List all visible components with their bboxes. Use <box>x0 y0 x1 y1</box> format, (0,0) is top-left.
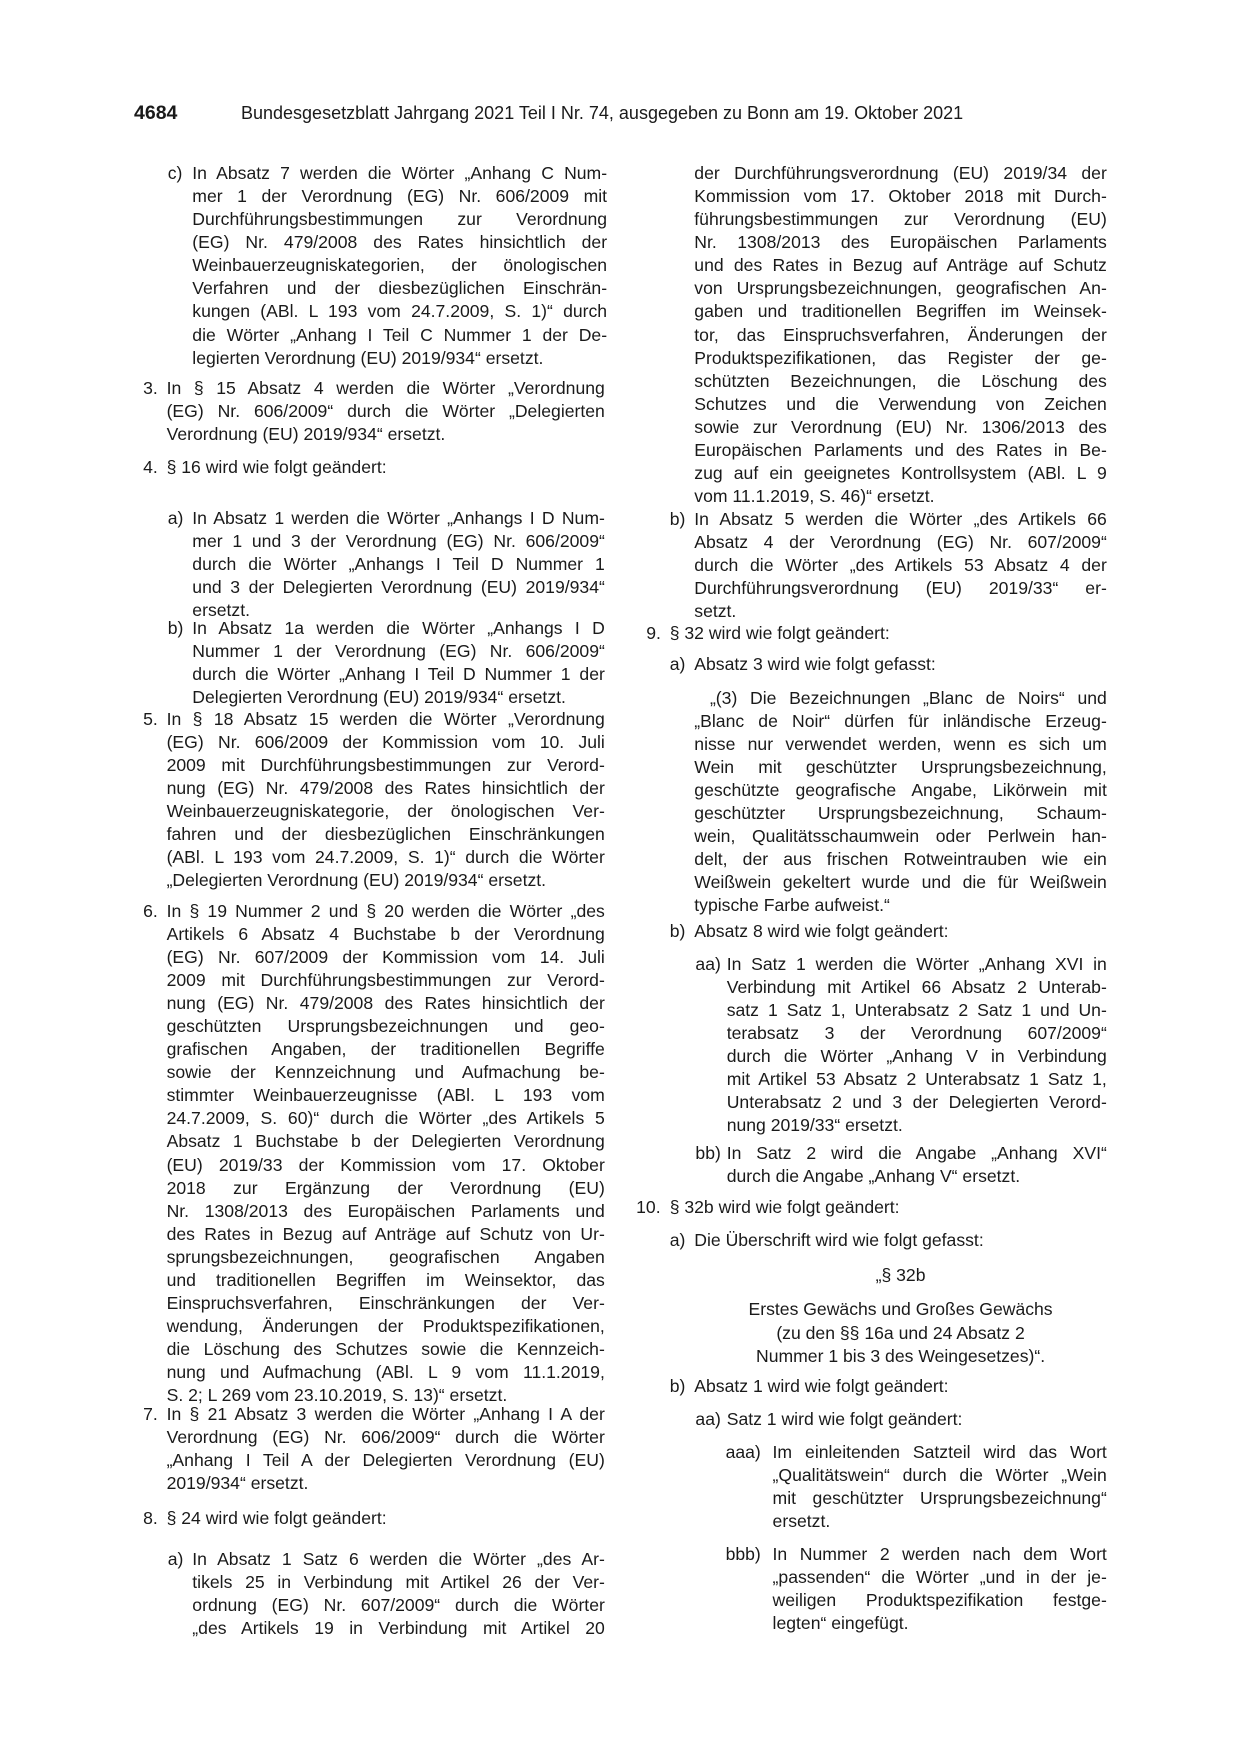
list-marker: 7. <box>143 1404 158 1425</box>
text-line: „Anhang I Teil A der Delegierten Verordnung (EU) <box>166 1450 605 1471</box>
text-line: Absatz 3 wird wie folgt gefasst: <box>694 654 936 675</box>
text-line: grafischen Angaben, der traditionellen Begriffe <box>166 1039 605 1060</box>
text-line: geschützter Ursprungsbezeichnung, Schaum- <box>694 802 1107 823</box>
text-line: mit geschützter Ursprungsbezeichnung“ <box>772 1488 1107 1509</box>
text-line: Verfahren und der diesbezüglichen Einschrän- <box>192 278 608 299</box>
list-marker: aa) <box>695 1408 721 1429</box>
text-line: „§ 32b <box>875 1264 926 1285</box>
text-line: Satz 1 wird wie folgt geändert: <box>726 1408 963 1429</box>
text-line: Verordnung (EG) Nr. 606/2009“ durch die Wörter <box>166 1427 605 1448</box>
text-line: nung (EG) Nr. 479/2008 des Rates hinsichtlich der <box>166 777 605 798</box>
list-marker: b) <box>669 1376 686 1397</box>
text-line: Weißwein gekeltert wurde und die für Weißwein <box>694 871 1107 892</box>
text-line: In § 19 Nummer 2 und § 20 werden die Wörter „des <box>166 901 605 922</box>
text-line: tor, das Einspruchsverfahren, Änderungen der <box>694 324 1107 345</box>
text-line: und traditionellen Begriffen im Weinsektor, das <box>166 1269 605 1290</box>
text-line: Schutzes und die Verwendung von Zeichen <box>694 393 1107 414</box>
text-line: gaben und traditionellen Begriffen im Weinsek- <box>694 301 1107 322</box>
text-line: § 24 wird wie folgt geändert: <box>166 1508 387 1529</box>
text-line: ordnung (EG) Nr. 607/2009“ durch die Wörter <box>192 1594 605 1615</box>
text-line: 24.7.2009, S. 60)“ durch die Wörter „des Artikels 5 <box>166 1108 605 1129</box>
text-line: Erstes Gewächs und Großes Gewächs <box>748 1299 1053 1320</box>
text-line: Nr. 1308/2013 des Europäischen Parlaments und <box>166 1200 605 1221</box>
text-line: sowie zur Verordnung (EU) Nr. 1306/2013 des <box>694 416 1107 437</box>
text-line: 2009 mit Durchführungsbestimmungen zur Verord- <box>166 754 605 775</box>
text-line: typische Farbe aufweist.“ <box>694 894 890 915</box>
text-line: (EG) Nr. 606/2009“ durch die Wörter „Delegierten <box>166 400 605 421</box>
text-line: Weinbauerzeugniskategorien, der önologischen <box>192 255 608 276</box>
text-line: von Ursprungsbezeichnungen, geografischen An- <box>694 278 1107 299</box>
text-line: die Wörter „Anhang I Teil C Nummer 1 der De- <box>192 324 608 345</box>
list-marker: b) <box>669 508 686 529</box>
list-marker: a) <box>167 507 184 528</box>
list-marker: aaa) <box>725 1442 761 1463</box>
text-line: Im einleitenden Satzteil wird das Wort <box>772 1442 1107 1463</box>
text-line: In § 18 Absatz 15 werden die Wörter „Verordnung <box>166 708 605 729</box>
text-line: vom 11.1.2019, S. 46)“ ersetzt. <box>694 485 935 506</box>
text-line: (ABl. L 193 vom 24.7.2009, S. 1)“ durch die Wörter <box>166 847 605 868</box>
text-line: (EG) Nr. 607/2009 der Kommission vom 14. Juli <box>166 947 605 968</box>
text-line: In Nummer 2 werden nach dem Wort <box>772 1544 1107 1565</box>
list-marker: 4. <box>143 457 158 478</box>
text-line: ersetzt. <box>192 599 250 620</box>
text-line: Absatz 4 der Verordnung (EG) Nr. 607/2009“ <box>694 531 1107 552</box>
page-number: 4684 <box>134 102 178 124</box>
text-line: (EU) 2019/33 der Kommission vom 17. Oktober <box>166 1154 605 1175</box>
text-line: Die Überschrift wird wie folgt gefasst: <box>694 1229 984 1250</box>
text-line: geschützten Ursprungsbezeichnungen und geo- <box>166 1016 605 1037</box>
text-line: 2019/934“ ersetzt. <box>166 1473 309 1494</box>
list-marker: bbb) <box>725 1544 761 1565</box>
list-marker: 8. <box>143 1508 158 1529</box>
list-marker: 9. <box>646 622 661 643</box>
text-line: legten“ eingefügt. <box>772 1613 909 1634</box>
text-line: „(3) Die Bezeichnungen „Blanc de Noirs“ und <box>709 687 1107 708</box>
text-line: Absatz 8 wird wie folgt geändert: <box>694 921 949 942</box>
text-line: Absatz 1 wird wie folgt geändert: <box>694 1376 949 1397</box>
list-marker: 6. <box>143 901 158 922</box>
text-line: Artikels 6 Absatz 4 Buchstabe b der Verordnung <box>166 924 605 945</box>
text-line: durch die Wörter „Anhang V in Verbindung <box>726 1045 1107 1066</box>
text-line: In Satz 2 wird die Angabe „Anhang XVI“ <box>726 1142 1107 1163</box>
text-line: „des Artikels 19 in Verbindung mit Artikel 20 <box>192 1617 605 1638</box>
text-line: terabsatz 3 der Verordnung 607/2009“ <box>726 1022 1107 1043</box>
text-line: Nr. 1308/2013 des Europäischen Parlaments <box>694 232 1107 253</box>
text-line: In Absatz 1a werden die Wörter „Anhangs I D <box>192 618 605 639</box>
text-line: „Qualitätswein“ durch die Wörter „Wein <box>772 1465 1107 1486</box>
text-line: delt, der aus frischen Rotweintrauben wie ein <box>694 848 1107 869</box>
text-line: Wein mit geschützter Ursprungsbezeichnung, <box>694 756 1107 777</box>
text-line: In Absatz 7 werden die Wörter „Anhang C Num- <box>192 163 608 184</box>
text-line: geschützte geografische Angabe, Likörwein mit <box>694 779 1107 800</box>
text-line: 2009 mit Durchführungsbestimmungen zur Verord- <box>166 970 605 991</box>
text-line: „Blanc de Noir“ dürfen für inländische Erzeug- <box>694 710 1107 731</box>
text-line: Durchführungsverordnung (EU) 2019/33“ er- <box>694 577 1107 598</box>
list-marker: b) <box>669 921 686 942</box>
text-line: ersetzt. <box>772 1511 831 1532</box>
header-title: Bundesgesetzblatt Jahrgang 2021 Teil I Nr. 74, ausgegeben zu Bonn am 19. Oktober 2021 <box>241 103 964 123</box>
text-line: (EG) Nr. 606/2009 der Kommission vom 10. Juli <box>166 731 605 752</box>
text-line: sprungsbezeichnungen, geografischen Angaben <box>166 1246 605 1267</box>
text-line: führungsbestimmungen zur Verordnung (EU) <box>694 209 1107 230</box>
list-marker: a) <box>669 654 686 675</box>
text-line: tikels 25 in Verbindung mit Artikel 26 der Ver- <box>192 1571 605 1592</box>
text-line: Nummer 1 bis 3 des Weingesetzes)“. <box>756 1346 1046 1367</box>
text-line: Verordnung (EU) 2019/934“ ersetzt. <box>166 424 446 444</box>
text-line: Produktspezifikationen, das Register der ge- <box>694 347 1107 368</box>
text-line: legierten Verordnung (EU) 2019/934“ ersetzt. <box>192 347 544 368</box>
text-line: „passenden“ die Wörter „und in der je- <box>772 1567 1107 1588</box>
text-line: des Rates in Bezug auf Anträge auf Schutz von Ur- <box>166 1223 605 1244</box>
text-line: nung und Aufmachung (ABl. L 9 vom 11.1.2019, <box>166 1361 605 1382</box>
text-line: Unterabsatz 2 und 3 der Delegierten Verord- <box>726 1091 1107 1112</box>
text-line: Delegierten Verordnung (EU) 2019/934“ ersetzt. <box>192 687 566 708</box>
text-line: § 16 wird wie folgt geändert: <box>166 457 387 478</box>
text-line: nisse nur verwendet werden, wenn es sich um <box>694 733 1107 754</box>
text-line: durch die Angabe „Anhang V“ ersetzt. <box>726 1165 1021 1186</box>
text-line: Weinbauerzeugniskategorie, der önologischen Ver- <box>166 801 605 821</box>
text-line: nung 2019/33“ ersetzt. <box>726 1114 903 1135</box>
page-header <box>0 0 1241 140</box>
list-marker: a) <box>167 1548 184 1569</box>
list-marker: bb) <box>695 1142 721 1163</box>
text-line: kungen (ABl. L 193 vom 24.7.2009, S. 1)“ durch <box>192 301 608 322</box>
text-line: In § 15 Absatz 4 werden die Wörter „Verordnung <box>166 377 605 398</box>
text-line: „Delegierten Verordnung (EU) 2019/934“ ersetzt. <box>166 870 547 891</box>
text-line: Absatz 1 Buchstabe b der Delegierten Verordnung <box>166 1131 605 1152</box>
text-line: In Satz 1 werden die Wörter „Anhang XVI in <box>726 953 1107 974</box>
list-marker: 5. <box>143 708 158 729</box>
text-line: S. 2; L 269 vom 23.10.2019, S. 13)“ ersetzt. <box>166 1384 508 1405</box>
text-line: durch die Wörter „des Artikels 53 Absatz 4 der <box>694 554 1107 575</box>
text-line: und 3 der Delegierten Verordnung (EU) 2019/934“ <box>192 576 605 597</box>
text-line: der Durchführungsverordnung (EU) 2019/34 der <box>694 163 1107 184</box>
text-line: In Absatz 1 werden die Wörter „Anhangs I D Num- <box>192 507 605 528</box>
text-line: zug auf ein geeignetes Kontrollsystem (ABl. L 9 <box>694 462 1107 483</box>
text-line: fahren und der diesbezüglichen Einschränkungen <box>166 824 605 845</box>
text-line: Europäischen Parlaments und des Rates in Be- <box>694 439 1107 460</box>
text-line: schützten Bezeichnungen, die Löschung des <box>694 370 1107 391</box>
text-line: In Absatz 1 Satz 6 werden die Wörter „des Ar- <box>192 1548 605 1569</box>
text-line: durch die Wörter „Anhang I Teil D Nummer 1 der <box>192 664 605 685</box>
text-line: mer 1 der Verordnung (EG) Nr. 606/2009 mit <box>192 186 608 207</box>
text-line: Kommission vom 17. Oktober 2018 mit Durch- <box>694 186 1107 207</box>
text-line: § 32 wird wie folgt geändert: <box>669 622 890 643</box>
text-line: In § 21 Absatz 3 werden die Wörter „Anhang I A der <box>166 1404 605 1425</box>
text-line: wein, Qualitätsschaumwein oder Perlwein han- <box>694 825 1107 846</box>
text-line: (EG) Nr. 479/2008 des Rates hinsichtlich der <box>192 232 608 253</box>
text-line: mer 1 und 3 der Verordnung (EG) Nr. 606/2009“ <box>192 530 605 551</box>
text-line: weiligen Produktspezifikation festge- <box>772 1590 1107 1611</box>
list-marker: b) <box>167 618 184 639</box>
list-marker: c) <box>167 163 183 184</box>
text-line: Verbindung mit Artikel 66 Absatz 2 Unterab- <box>726 976 1107 997</box>
text-line: und des Rates in Bezug auf Anträge auf Schutz <box>694 255 1107 276</box>
text-line: Nummer 1 der Verordnung (EG) Nr. 606/2009“ <box>192 641 605 662</box>
text-line: Einspruchsverfahren, Einschränkungen der Ver- <box>166 1292 605 1313</box>
text-line: In Absatz 5 werden die Wörter „des Artikels 66 <box>694 508 1107 529</box>
text-line: durch die Wörter „Anhangs I Teil D Nummer 1 <box>192 553 605 574</box>
text-line: mit Artikel 53 Absatz 2 Unterabsatz 1 Satz 1, <box>726 1068 1107 1089</box>
text-line: 2018 zur Ergänzung der Verordnung (EU) <box>166 1177 605 1198</box>
text-line: nung (EG) Nr. 479/2008 des Rates hinsichtlich der <box>166 993 605 1014</box>
list-marker: a) <box>669 1229 686 1250</box>
text-line: (zu den §§ 16a und 24 Absatz 2 <box>776 1322 1025 1343</box>
text-line: die Löschung des Schutzes sowie die Kennzeich- <box>166 1338 605 1359</box>
text-line: Durchführungsbestimmungen zur Verordnung <box>192 209 608 230</box>
text-line: satz 1 Satz 1, Unterabsatz 2 Satz 1 und Un- <box>726 999 1107 1020</box>
list-marker: 3. <box>143 377 158 398</box>
list-marker: aa) <box>695 953 721 974</box>
text-line: wendung, Änderungen der Produktspezifikationen, <box>166 1315 605 1336</box>
text-line: § 32b wird wie folgt geändert: <box>669 1197 900 1218</box>
text-line: stimmter Weinbauerzeugnisse (ABl. L 193 vom <box>166 1085 605 1106</box>
text-line: setzt. <box>694 600 737 621</box>
text-line: sowie der Kennzeichnung und Aufmachung be- <box>166 1062 605 1083</box>
list-marker: 10. <box>636 1197 661 1218</box>
